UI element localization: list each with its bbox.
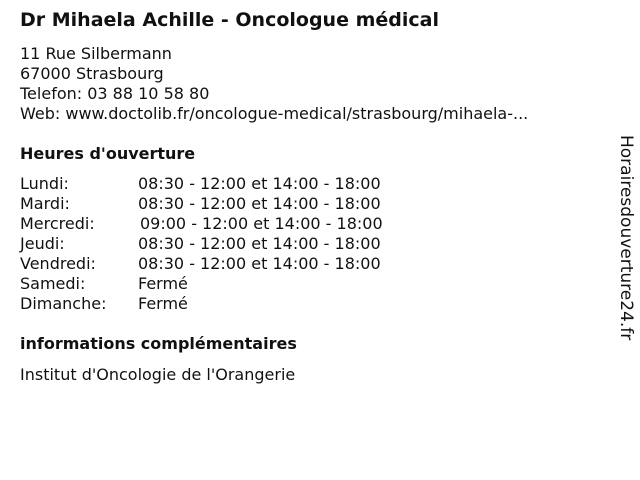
day-label: Mercredi: xyxy=(20,214,95,233)
time-value: 09:00 - 12:00 et 14:00 - 18:00 xyxy=(140,214,383,233)
time-value: 08:30 - 12:00 et 14:00 - 18:00 xyxy=(138,194,381,213)
address-city: 67000 Strasbourg xyxy=(20,64,164,83)
info-heading: informations complémentaires xyxy=(20,334,297,353)
time-value: Fermé xyxy=(138,274,188,293)
address-street: 11 Rue Silbermann xyxy=(20,44,172,63)
time-value: 08:30 - 12:00 et 14:00 - 18:00 xyxy=(138,174,381,193)
day-label: Dimanche: xyxy=(20,294,107,313)
day-label: Jeudi: xyxy=(20,234,65,253)
time-value: Fermé xyxy=(138,294,188,313)
day-label: Samedi: xyxy=(20,274,86,293)
site-watermark-label: Horairesdouverture24.fr xyxy=(616,135,636,341)
time-value: 08:30 - 12:00 et 14:00 - 18:00 xyxy=(138,234,381,253)
day-label: Vendredi: xyxy=(20,254,96,273)
hours-heading: Heures d'ouverture xyxy=(20,144,196,163)
page-title: Dr Mihaela Achille - Oncologue médical xyxy=(20,9,439,31)
phone-line: Telefon: 03 88 10 58 80 xyxy=(20,84,210,103)
time-value: 08:30 - 12:00 et 14:00 - 18:00 xyxy=(138,254,381,273)
web-line: Web: www.doctolib.fr/oncologue-medical/strasbourg/mihaela-... xyxy=(20,104,529,123)
day-label: Lundi: xyxy=(20,174,69,193)
day-label: Mardi: xyxy=(20,194,70,213)
info-text: Institut d'Oncologie de l'Orangerie xyxy=(20,365,296,384)
